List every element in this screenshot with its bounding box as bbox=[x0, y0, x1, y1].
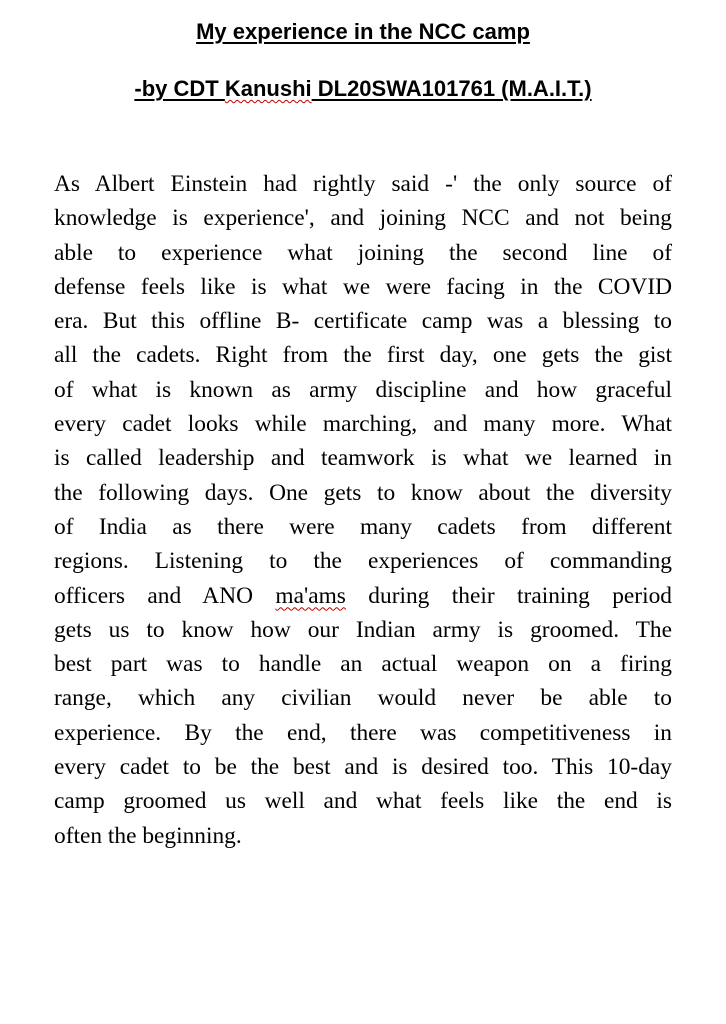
byline-suffix: DL20SWA101761 (M.A.I.T.) bbox=[311, 76, 592, 101]
body-line: the following days. One gets to know about the diversity bbox=[54, 479, 672, 506]
body-line: knowledge is experience', and joining NCC and not being bbox=[54, 205, 672, 232]
byline-name: Kanushi bbox=[224, 76, 312, 101]
document-title bbox=[0, 17, 726, 47]
body-line: regions. Listening to the experiences of commanding bbox=[54, 548, 672, 575]
body-line: every cadet to be the best and is desired too. This 10-day bbox=[54, 754, 672, 781]
body-line: of what is known as army discipline and how graceful bbox=[54, 376, 672, 403]
body-line: every cadet looks while marching, and many more. What bbox=[54, 411, 672, 438]
body-line: defense feels like is what we were facing in the COVID bbox=[54, 273, 672, 300]
body-line: of India as there were many cadets from different bbox=[54, 513, 672, 540]
document-title-text: My experience in the NCC camp bbox=[196, 19, 530, 44]
line13-suffix: during their training period bbox=[345, 582, 672, 609]
body-line: era. But this offline B- certificate camp was a blessing to bbox=[54, 308, 672, 335]
body-line-last: often the beginning. bbox=[54, 822, 242, 849]
body-line: best part was to handle an actual weapon on a firing bbox=[54, 651, 672, 678]
body-line: camp groomed us well and what feels like the end is bbox=[54, 788, 672, 815]
body-line: is called leadership and teamwork is what we learned in bbox=[54, 445, 672, 472]
body-paragraph bbox=[54, 167, 672, 853]
body-line: all the cadets. Right from the first day, one gets the gist bbox=[54, 342, 672, 369]
body-line: able to experience what joining the second line of bbox=[54, 239, 672, 266]
document-byline bbox=[0, 74, 726, 104]
spellcheck-flagged-word: ma'ams bbox=[275, 582, 346, 609]
body-line: experience. By the end, there was competitiveness in bbox=[54, 719, 672, 746]
body-line-with-spellcheck bbox=[54, 579, 672, 613]
line13-prefix: officers and ANO bbox=[54, 582, 276, 609]
body-line: As Albert Einstein had rightly said -' the only source of bbox=[54, 171, 672, 197]
body-line: gets us to know how our Indian army is groomed. The bbox=[54, 616, 672, 643]
byline-prefix: -by CDT bbox=[134, 76, 225, 101]
body-line: range, which any civilian would never be able to bbox=[54, 685, 672, 712]
